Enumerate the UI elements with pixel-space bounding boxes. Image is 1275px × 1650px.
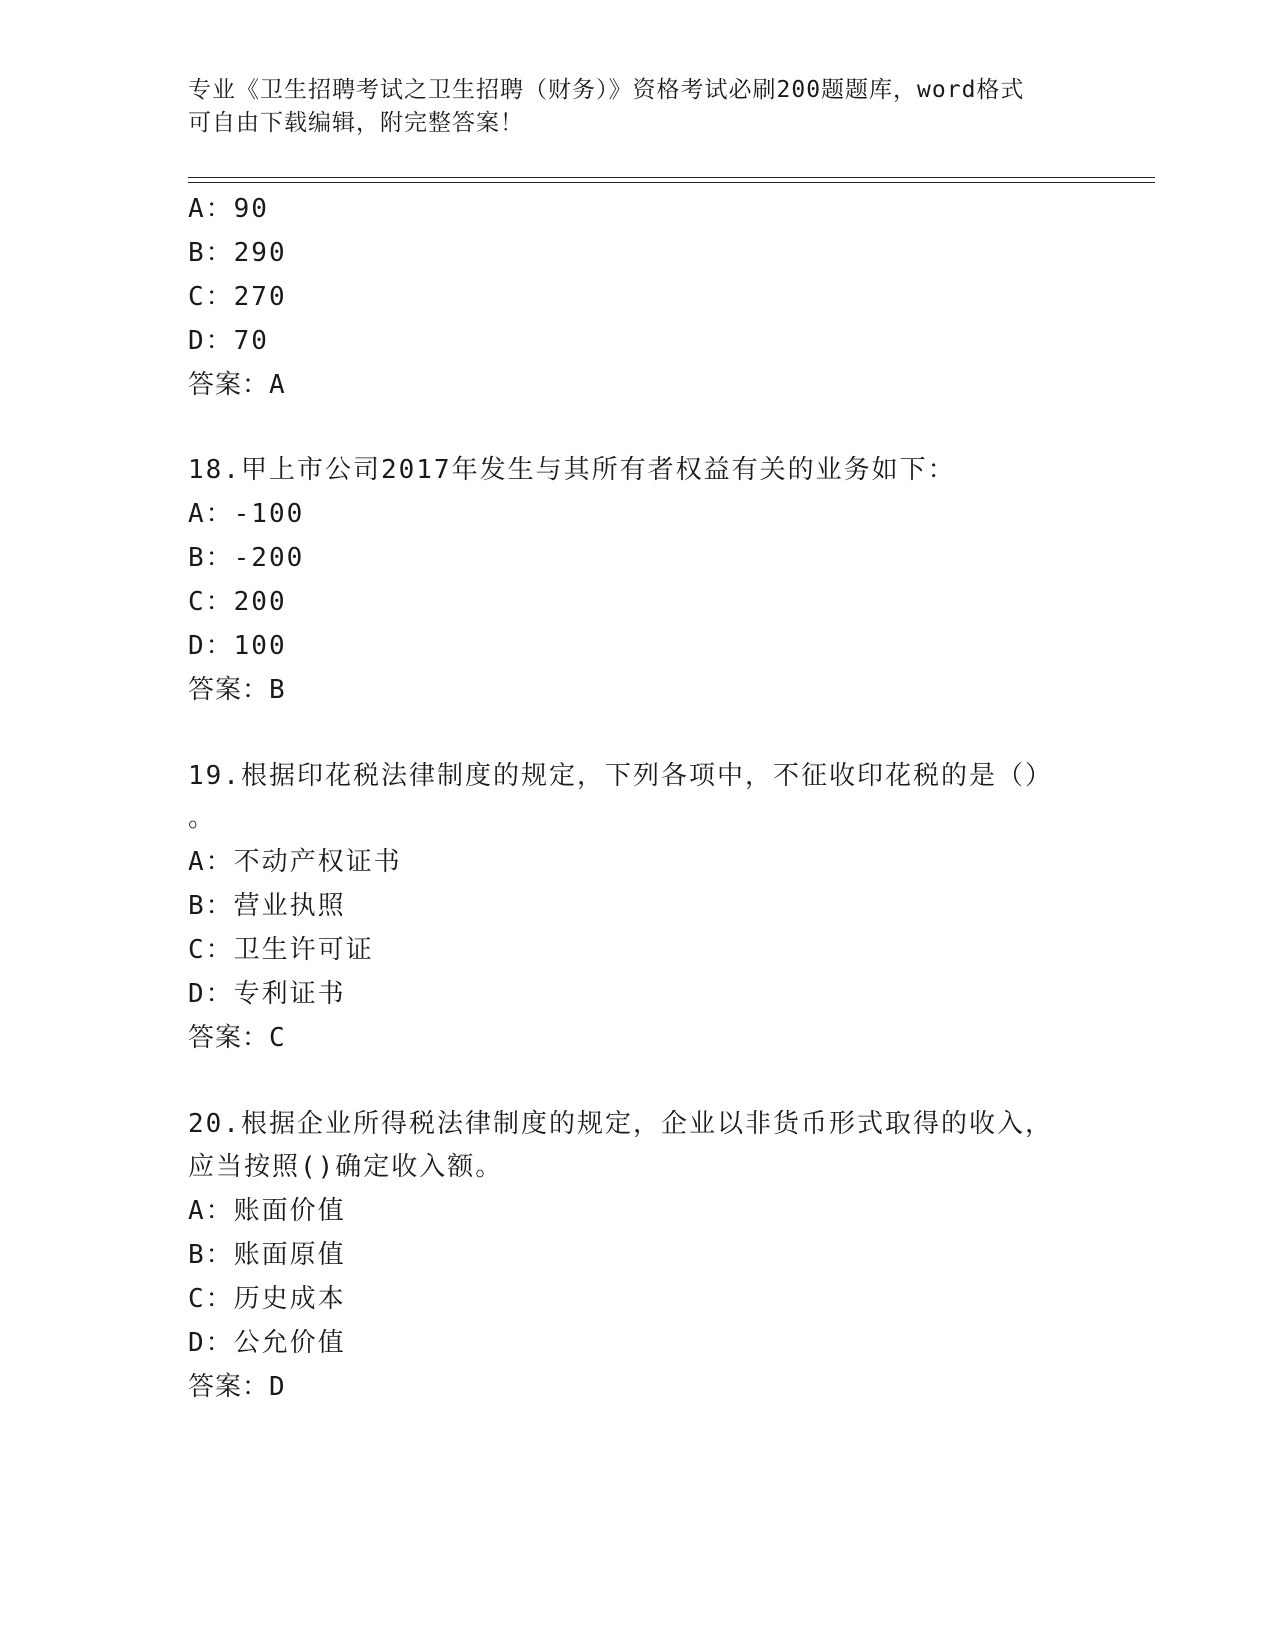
answer: 答案：B	[188, 675, 286, 705]
answer: 答案：C	[188, 1023, 286, 1053]
option-c: C：270	[188, 282, 287, 312]
answer: 答案：A	[188, 370, 286, 400]
option-b: B：290	[188, 238, 287, 268]
option-a: A：账面价值	[188, 1196, 346, 1226]
question-19-continuation: 。	[188, 803, 217, 833]
question-20-continuation: 应当按照()确定收入额。	[188, 1152, 504, 1182]
option-b: B：营业执照	[188, 891, 346, 921]
option-a: A：90	[188, 194, 269, 224]
option-c: C：历史成本	[188, 1284, 346, 1314]
document-header	[188, 74, 1088, 140]
header-divider-top	[188, 177, 1155, 178]
option-c: C：200	[188, 587, 287, 617]
header-line-1: 专业《卫生招聘考试之卫生招聘（财务）》资格考试必刷200题题库，word格式	[188, 77, 1025, 103]
question-20: 20.根据企业所得税法律制度的规定，企业以非货币形式取得的收入，	[188, 1109, 1053, 1139]
option-a: A：不动产权证书	[188, 847, 402, 877]
option-b: B：账面原值	[188, 1240, 346, 1270]
header-line-2: 可自由下载编辑，附完整答案！	[188, 110, 524, 136]
option-c: C：卫生许可证	[188, 935, 374, 965]
header-divider-bottom	[188, 182, 1155, 183]
option-d: D：公允价值	[188, 1328, 346, 1358]
answer: 答案：D	[188, 1372, 286, 1402]
question-19: 19.根据印花税法律制度的规定，下列各项中，不征收印花税的是（）	[188, 761, 1053, 791]
option-d: D：专利证书	[188, 979, 346, 1009]
option-b: B：-200	[188, 543, 305, 573]
option-a: A：-100	[188, 499, 305, 529]
question-18: 18.甲上市公司2017年发生与其所有者权益有关的业务如下：	[188, 455, 956, 485]
option-d: D：100	[188, 631, 287, 661]
option-d: D：70	[188, 326, 269, 356]
